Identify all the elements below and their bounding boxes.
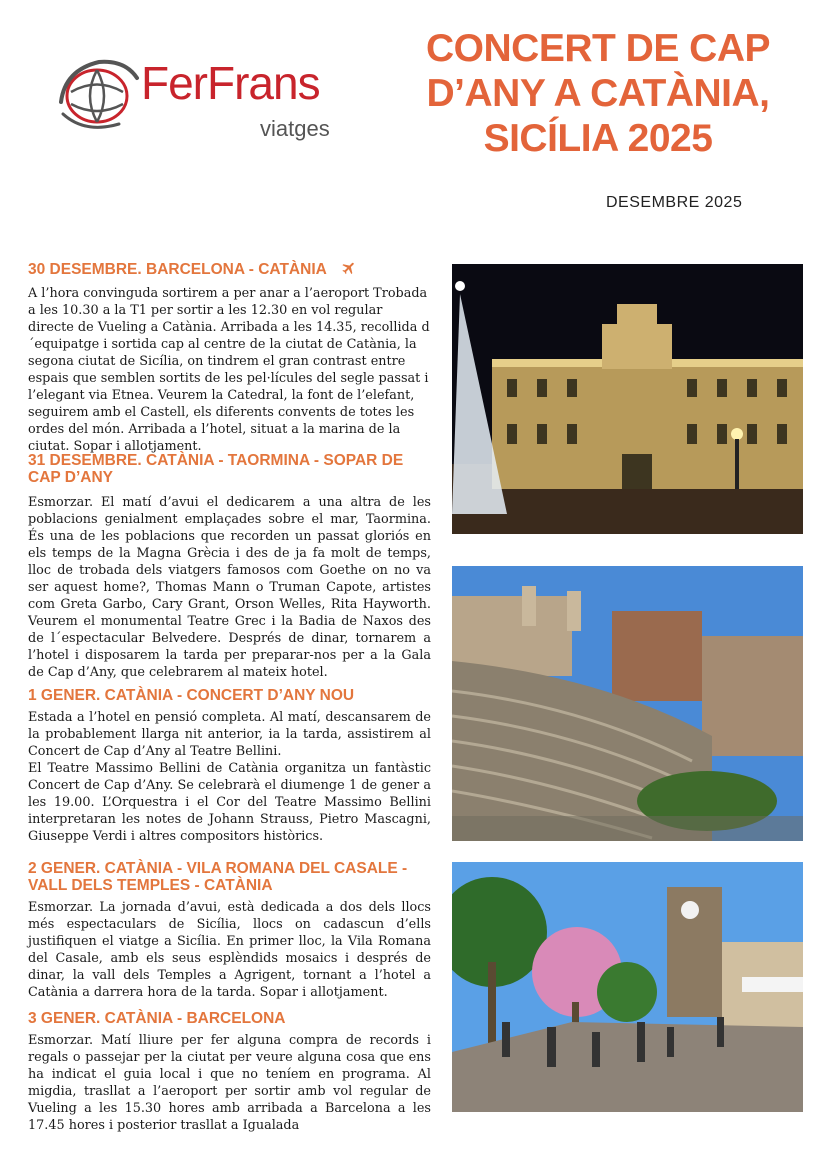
brand-name: FerFrans <box>141 57 320 109</box>
title-line-3: SICÍLIA 2025 <box>483 117 713 160</box>
day-heading: 30 DESEMBRE. BARCELONA - CATÀNIA <box>28 260 431 278</box>
day-heading: 3 GENER. CATÀNIA - BARCELONA <box>28 1010 286 1027</box>
night-palace-photo <box>452 264 803 534</box>
brand-subtitle: viatges <box>260 116 330 141</box>
roman-theatre-photo <box>452 566 803 841</box>
day-heading: 2 GENER. CATÀNIA - VILA ROMANA DEL CASALE - VALL DELS TEMPLES - CATÀNIA <box>28 860 408 894</box>
taormina-street-photo <box>452 862 803 1112</box>
page-title <box>418 26 778 161</box>
day-section <box>28 687 431 845</box>
day-heading: 31 DESEMBRE. CATÀNIA - TAORMINA - SOPAR DE CAP D’ANY <box>28 452 404 486</box>
day-section <box>28 860 431 1001</box>
day-section <box>28 260 431 455</box>
day-section <box>28 1010 431 1134</box>
day-heading: 1 GENER. CATÀNIA - CONCERT D’ANY NOU <box>28 687 355 704</box>
brand-logo <box>55 52 375 152</box>
day-body: Esmorzar. La jornada d’avui, està dedicada a dos dels llocs més espectaculars de Sicília, llocs on cadascun d’ells justifiquen el viatge a Sicília. En primer lloc, la Vila Romana del Casale, amb els seus esplèndids mosaics i després de dinar, la vall dels Temples a Agrigent, tornant a l’hotel a Catània a darrera hora de la tarda. Sopar i allotjament. <box>28 900 431 1000</box>
day-body: Esmorzar. El matí d’avui el dedicarem a una altra de les poblacions genialment emplaçades sobre el mar, Taormina. És una de les poblacions que recorden un passat gloriós en els temps de la Magna Grècia i des de ja fa molt de temps, lloc de trobada dels viatgers famosos com Goethe on no va ser aquest home?, Thomas Mann o Truman Capote, artistes com Greta Garbo, Cary Grant, Orson Welles, Rita Hayworth. Veurem el monumental Teatre Grec i la Badia de Naxos des de l´espectacular Belvedere. Després de dinar, tornarem a l’hotel i disposarem la tarda per preparar-nos per a la Gala de Cap d’Any, que celebrarem al mateix hotel. <box>28 495 431 680</box>
day-section <box>28 452 431 681</box>
trip-date: DESEMBRE 2025 <box>606 194 743 211</box>
title-line-2: D’ANY A CATÀNIA, <box>426 72 770 115</box>
globe-icon <box>55 52 145 142</box>
plane-icon <box>341 260 357 276</box>
day-body: A l’hora convinguda sortirem a per anar a l’aeroport Trobada a les 10.30 a la T1 per sortir a les 12.30 en vol regular directe de Vueling a Catània. Arribada a les 14.35, recollida d´equipatge i sortida cap al centre de la ciutat de Catània, la segona ciutat de Sicília, on tindrem el gran contrast entre espais que semblen sortits de les pel·lícules del segle passat i l’elegant via Etnea. Veurem la Catedral, la font de l’elefant, seguirem amb el Castell, els diferents convents de totes les ordes del món. Arribada a l’hotel, situat a la marina de la ciutat. Sopar i allotjament. <box>28 286 430 454</box>
day-body: Esmorzar. Matí lliure per fer alguna compra de records i regals o passejar per la ciutat per veure alguna cosa que ens ha indicat el guia local i que no teníem en programa. Al migdia, trasllat a l’aeroport per sortir amb vol regular de Vueling a les 15.30 hores amb arribada a Barcelona a les 17.45 hores i posterior trasllat a Igualada <box>28 1033 431 1133</box>
day-body: Estada a l’hotel en pensió completa. Al matí, descansarem de la probablement llarga nit anterior, ia la tarda, assistirem al Concert de Cap d’Any al Teatre Bellini. <box>28 710 431 759</box>
day-body-concert: El Teatre Massimo Bellini de Catània organitza un fantàstic Concert de Cap d’Any. Se celebrarà el diumenge 1 de gener a les 19.00. L’Orquestra i el Cor del Teatre Massimo Bellini interpretaran les notes de Johann Strauss, Pietro Mascagni, Giuseppe Verdi i altres compositors històrics. <box>28 761 431 844</box>
title-line-1: CONCERT DE CAP <box>425 27 771 70</box>
